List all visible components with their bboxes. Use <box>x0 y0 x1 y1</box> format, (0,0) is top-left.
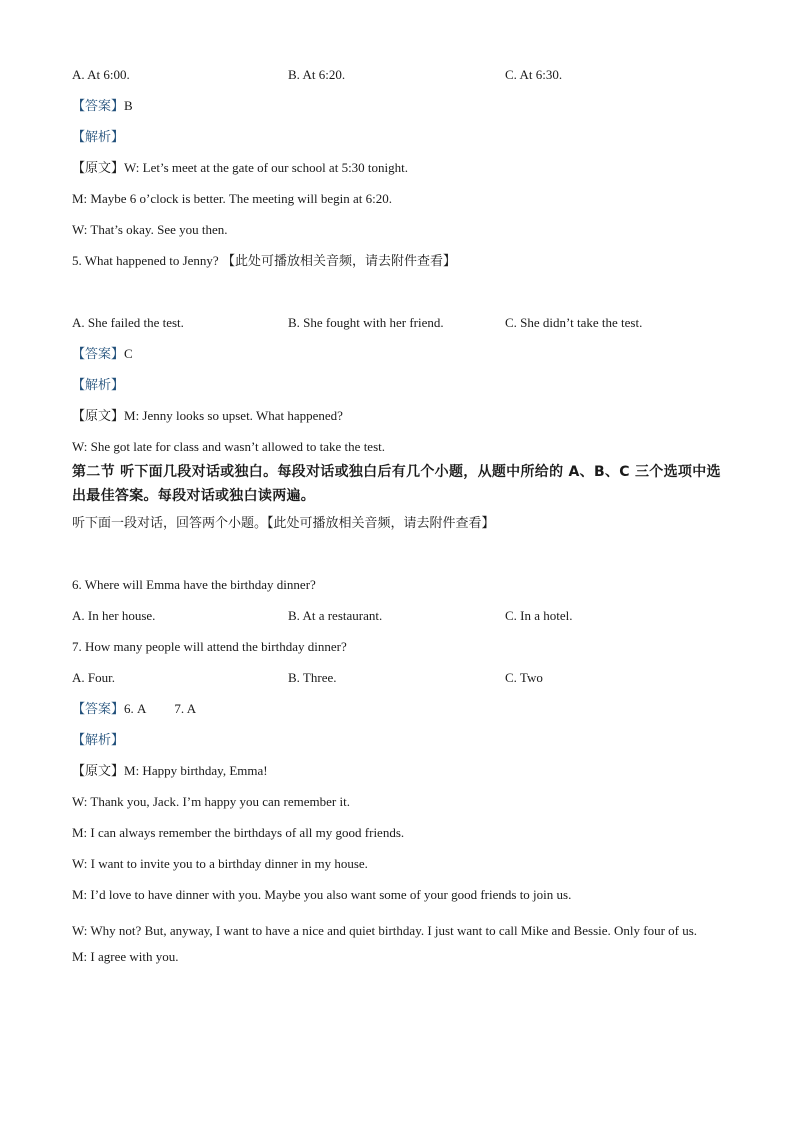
q5-analysis <box>72 374 722 405</box>
q67-answer <box>72 698 722 729</box>
q5-question <box>72 250 722 281</box>
q5-answer <box>72 343 722 374</box>
q4-option-b: B. At 6:20. <box>288 67 346 82</box>
q6-option-c: C. In a hotel. <box>505 608 573 623</box>
q6-options <box>72 605 722 636</box>
q4-transcript-line <box>72 157 722 188</box>
transcript-label: 【原文】 <box>72 408 125 423</box>
q67-analysis <box>72 729 722 760</box>
transcript-label: 【原文】 <box>72 160 125 175</box>
analysis-label: 【解析】 <box>72 732 125 747</box>
answer-value: C <box>124 346 133 361</box>
q4-options <box>72 64 722 95</box>
q67-transcript-line: W: Why not? But, anyway, I want to have a nice and quiet birthday. I just want to call Mike and Bessie. Only four of us. <box>72 923 698 938</box>
q4-option-a: A. At 6:00. <box>72 67 130 82</box>
analysis-label: 【解析】 <box>72 377 125 392</box>
q4-transcript-line: M: Maybe 6 o’clock is better. The meeting will begin at 6:20. <box>72 191 392 206</box>
transcript-text: M: Happy birthday, Emma! <box>124 763 268 778</box>
q6-question: 6. Where will Emma have the birthday dinner? <box>72 577 316 592</box>
q4-analysis <box>72 126 722 157</box>
q67-transcript-line <box>72 760 722 791</box>
spacer <box>72 281 722 312</box>
spacer <box>72 543 722 574</box>
q67-transcript-line: W: Thank you, Jack. I’m happy you can remember it. <box>72 794 350 809</box>
q5-option-b: B. She fought with her friend. <box>288 315 444 330</box>
answer-label: 【答案】 <box>72 701 125 716</box>
transcript-label: 【原文】 <box>72 763 125 778</box>
section-intro: 听下面一段对话，回答两个小题。【此处可播放相关音频，请去附件查看】 <box>72 515 495 530</box>
q6-option-b: B. At a restaurant. <box>288 608 383 623</box>
q5-transcript-line <box>72 405 722 436</box>
q4-answer <box>72 95 722 126</box>
q67-transcript-line: M: I can always remember the birthdays of all my good friends. <box>72 825 405 840</box>
answer-label: 【答案】 <box>72 346 125 361</box>
section-heading: 第二节 听下面几段对话或独白。每段对话或独白后有几个小题，从题中所给的 A、B、C 三个选项中选出最佳答案。每段对话或独白读两遍。 <box>72 464 721 504</box>
q7-options <box>72 667 722 698</box>
answer-value: B <box>124 98 133 113</box>
q5-transcript-line: W: She got late for class and wasn’t allowed to take the test. <box>72 439 385 454</box>
q67-transcript-line: M: I agree with you. <box>72 949 179 964</box>
q4-option-c: C. At 6:30. <box>505 67 563 82</box>
answer-7-value: 7. A <box>174 701 197 716</box>
audio-note: 【此处可播放相关音频，请去附件查看】 <box>221 253 456 268</box>
answer-6-value: 6. A <box>124 701 147 716</box>
q5-options <box>72 312 722 343</box>
transcript-text: W: Let’s meet at the gate of our school at 5:30 tonight. <box>124 160 409 175</box>
q7-option-c: C. Two <box>505 670 543 685</box>
question-text: 5. What happened to Jenny? <box>72 253 219 268</box>
document-page <box>72 64 722 977</box>
analysis-label: 【解析】 <box>72 129 125 144</box>
q5-option-a: A. She failed the test. <box>72 315 184 330</box>
q6-option-a: A. In her house. <box>72 608 156 623</box>
q7-option-a: A. Four. <box>72 670 115 685</box>
transcript-text: M: Jenny looks so upset. What happened? <box>124 408 343 423</box>
q7-option-b: B. Three. <box>288 670 337 685</box>
q7-question: 7. How many people will attend the birthday dinner? <box>72 639 347 654</box>
q67-transcript-line: M: I’d love to have dinner with you. Maybe you also want some of your good friends to join us. <box>72 887 572 902</box>
q4-transcript-line: W: That’s okay. See you then. <box>72 222 228 237</box>
q67-transcript-line: W: I want to invite you to a birthday dinner in my house. <box>72 856 368 871</box>
q5-option-c: C. She didn’t take the test. <box>505 315 643 330</box>
answer-label: 【答案】 <box>72 98 125 113</box>
